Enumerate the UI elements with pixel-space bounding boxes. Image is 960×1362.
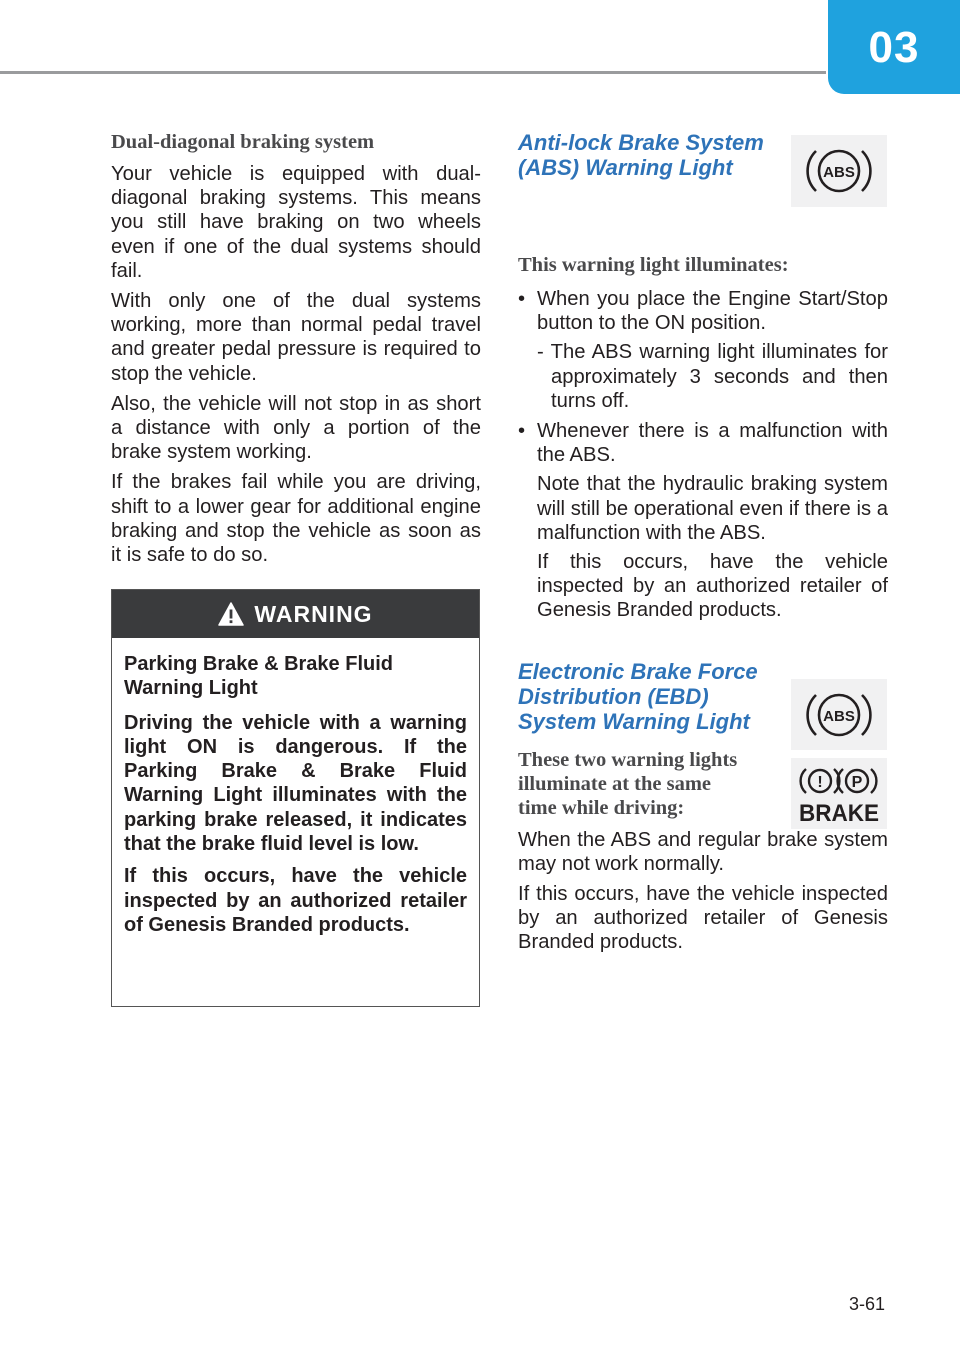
abs-warning-icon-box xyxy=(791,135,887,207)
paragraph: With only one of the dual systems working, more than normal pedal travel and greater pedal pressure is required to stop the vehicle. xyxy=(111,290,481,385)
paragraph: Your vehicle is equipped with dual-diagonal braking systems. This means you still have braking on two wheels even if one of the dual systems should fail. xyxy=(111,163,481,282)
sub-item xyxy=(518,340,888,413)
warning-paragraph: Driving the vehicle with a warning light ON is dangerous. If the Parking Brake & Brake Fluid Warning Light illuminates with the parking brake released, it indicates that the brake fluid level is low. xyxy=(124,711,467,856)
brake-icon xyxy=(794,761,884,827)
left-column xyxy=(111,130,481,567)
ebd-subheading-line: illuminate at the same xyxy=(518,772,712,795)
warning-label: WARNING xyxy=(254,600,373,627)
abs-heading-line: (ABS) Warning Light xyxy=(518,155,733,180)
paragraph: Also, the vehicle will not stop in as short a distance with only a portion of the brake system working. xyxy=(111,392,481,464)
warning-body xyxy=(112,638,479,937)
abs-icon-text: ABS xyxy=(823,707,855,725)
brake-icon-p: P xyxy=(851,773,863,791)
bullet-text: When you place the Engine Start/Stop button to the ON position. xyxy=(537,288,888,335)
warning-paragraph: If this occurs, have the vehicle inspected by an authorized retailer of Genesis Branded products. xyxy=(124,865,467,936)
sub-item-text: - The ABS warning light illuminates for approximately 3 seconds and then turns off. xyxy=(537,341,888,412)
ebd-heading-line: Distribution (EBD) xyxy=(518,683,709,709)
list-item: • Whenever there is a malfunction with the ABS. xyxy=(518,420,888,467)
warning-header xyxy=(112,590,479,638)
paragraph: When the ABS and regular brake system may not work normally. xyxy=(518,828,888,875)
abs-icon xyxy=(799,685,879,745)
header-rule xyxy=(0,71,826,74)
ebd-subheading-line: time while driving: xyxy=(518,796,685,819)
ebd-heading-line: Electronic Brake Force xyxy=(518,658,758,684)
section-heading-dual-diagonal: Dual-diagonal braking system xyxy=(111,131,375,153)
brake-icon-exclamation: ! xyxy=(817,773,823,791)
bullet-text: Whenever there is a malfunction with the ABS. xyxy=(537,420,888,467)
list-item: • When you place the Engine Start/Stop button to the ON position. xyxy=(518,288,888,335)
abs-icon-text: ABS xyxy=(823,164,855,181)
note-text: If this occurs, have the vehicle inspected by an authorized retailer of Genesis Branded products. xyxy=(537,551,888,622)
warning-box xyxy=(111,589,480,1007)
abs-heading-line: Anti-lock Brake System xyxy=(518,130,764,155)
ebd-subheading-line: These two warning lights xyxy=(518,748,738,771)
abs-heading xyxy=(518,130,788,180)
warning-title: Parking Brake & Brake Fluid Warning Light xyxy=(124,653,393,700)
brake-icon-text: BRAKE xyxy=(799,799,879,827)
warning-triangle-icon xyxy=(218,602,244,626)
chapter-tab xyxy=(828,0,960,94)
ebd-heading-line: System Warning Light xyxy=(518,708,750,734)
ebd-brake-icon-box xyxy=(791,758,887,829)
chapter-number: 03 xyxy=(868,23,920,72)
right-column xyxy=(518,130,888,955)
paragraph: If the brakes fail while you are driving, shift to a lower gear for additional engine braking and stop the vehicle as soon as it is safe to do so. xyxy=(111,471,481,567)
ebd-subheading xyxy=(518,748,788,820)
paragraph: If this occurs, have the vehicle inspected by an authorized retailer of Genesis Branded products. xyxy=(518,883,888,954)
page-number: 3-61 xyxy=(849,1294,886,1314)
abs-subheading: This warning light illuminates: xyxy=(518,254,789,276)
abs-icon xyxy=(799,141,879,201)
note-text: Note that the hydraulic braking system will still be operational even if there is a malfunction with the ABS. xyxy=(537,473,888,544)
ebd-abs-icon-box xyxy=(791,679,887,750)
ebd-heading xyxy=(518,659,788,734)
